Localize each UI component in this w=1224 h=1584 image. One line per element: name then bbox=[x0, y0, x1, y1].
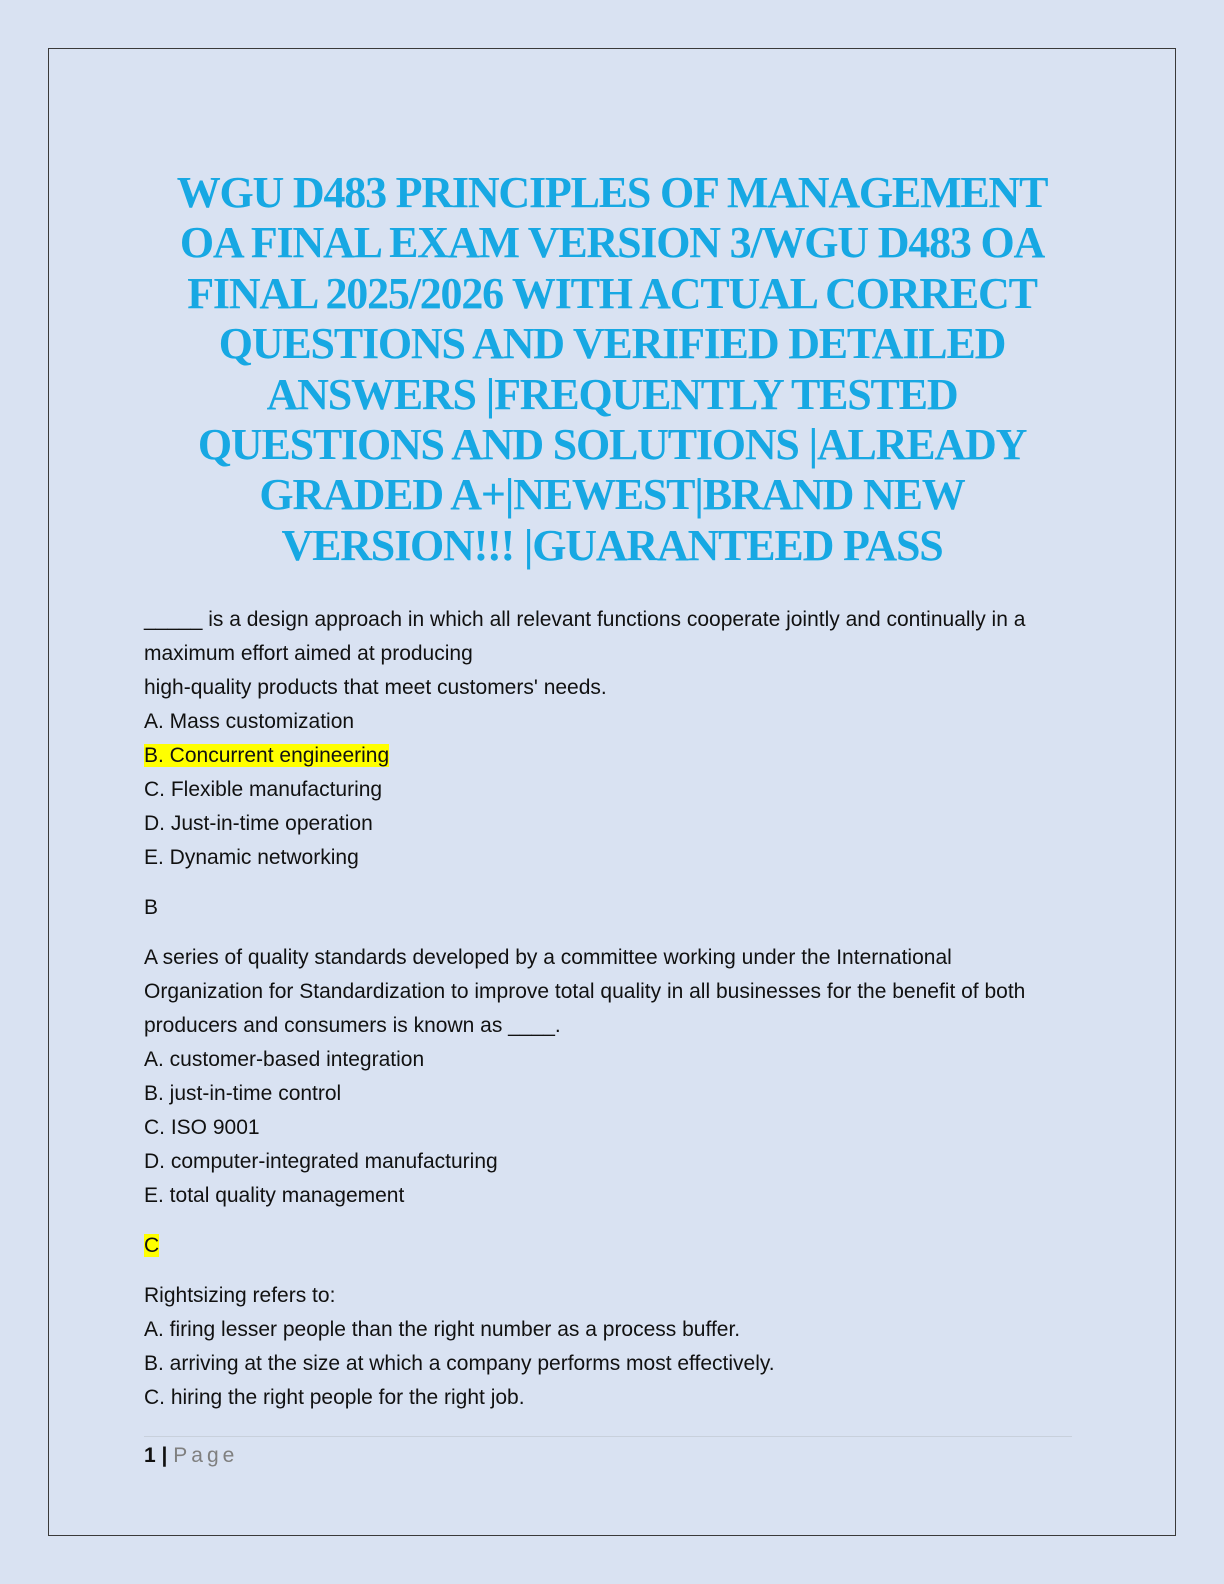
option-a: A. Mass customization bbox=[144, 710, 355, 733]
page-separator: | bbox=[161, 1444, 168, 1467]
option-e: E. total quality management bbox=[144, 1184, 405, 1207]
title-line: QUESTIONS AND SOLUTIONS |ALREADY bbox=[197, 420, 1027, 470]
title-line: VERSION!!! |GUARANTEED PASS bbox=[281, 520, 943, 570]
title-line: OA FINAL EXAM VERSION 3/WGU D483 OA bbox=[179, 218, 1045, 268]
question-text: Rightsizing refers to: bbox=[144, 1284, 336, 1307]
option-a: A. firing lesser people than the right number as a process buffer. bbox=[144, 1318, 741, 1341]
option-b: B. just-in-time control bbox=[144, 1082, 342, 1105]
question-text: producers and consumers is known as ____. bbox=[144, 1014, 561, 1037]
title-line: GRADED A+|NEWEST|BRAND NEW bbox=[259, 470, 965, 520]
option-d: D. Just-in-time operation bbox=[144, 812, 373, 835]
option-c: C. hiring the right people for the right job. bbox=[144, 1386, 525, 1409]
title-line: FINAL 2025/2026 WITH ACTUAL CORRECT bbox=[187, 268, 1037, 318]
questions-body bbox=[144, 603, 1084, 1415]
option-b-highlighted: B. Concurrent engineering bbox=[144, 744, 390, 767]
option-c: C. Flexible manufacturing bbox=[144, 778, 383, 801]
question-text: Organization for Standardization to improve total quality in all businesses for the benefit of both bbox=[144, 980, 1026, 1003]
answer-text: B bbox=[144, 896, 159, 919]
document-title bbox=[150, 168, 1074, 571]
title-line: QUESTIONS AND VERIFIED DETAILED bbox=[218, 319, 1006, 369]
page-footer bbox=[144, 1436, 1072, 1471]
question-text: high-quality products that meet customers' needs. bbox=[144, 676, 607, 699]
option-e: E. Dynamic networking bbox=[144, 846, 359, 869]
question-block-1 bbox=[144, 603, 1084, 925]
question-block-3 bbox=[144, 1279, 1084, 1415]
answer-text-highlighted: C bbox=[144, 1234, 160, 1257]
question-text: A series of quality standards developed by a committee working under the International bbox=[144, 946, 952, 969]
option-b: B. arriving at the size at which a company performs most effectively. bbox=[144, 1352, 775, 1375]
page-label: Page bbox=[173, 1444, 239, 1467]
page-number: 1 bbox=[144, 1444, 156, 1467]
option-a: A. customer-based integration bbox=[144, 1048, 425, 1071]
title-line: ANSWERS |FREQUENTLY TESTED bbox=[266, 369, 958, 419]
question-text: maximum effort aimed at producing bbox=[144, 642, 473, 665]
option-d: D. computer-integrated manufacturing bbox=[144, 1150, 498, 1173]
question-block-2 bbox=[144, 941, 1084, 1263]
question-text: _____ is a design approach in which all relevant functions cooperate jointly and continually in a bbox=[144, 608, 1026, 631]
title-line: WGU D483 PRINCIPLES OF MANAGEMENT bbox=[176, 168, 1048, 217]
option-c: C. ISO 9001 bbox=[144, 1116, 260, 1139]
